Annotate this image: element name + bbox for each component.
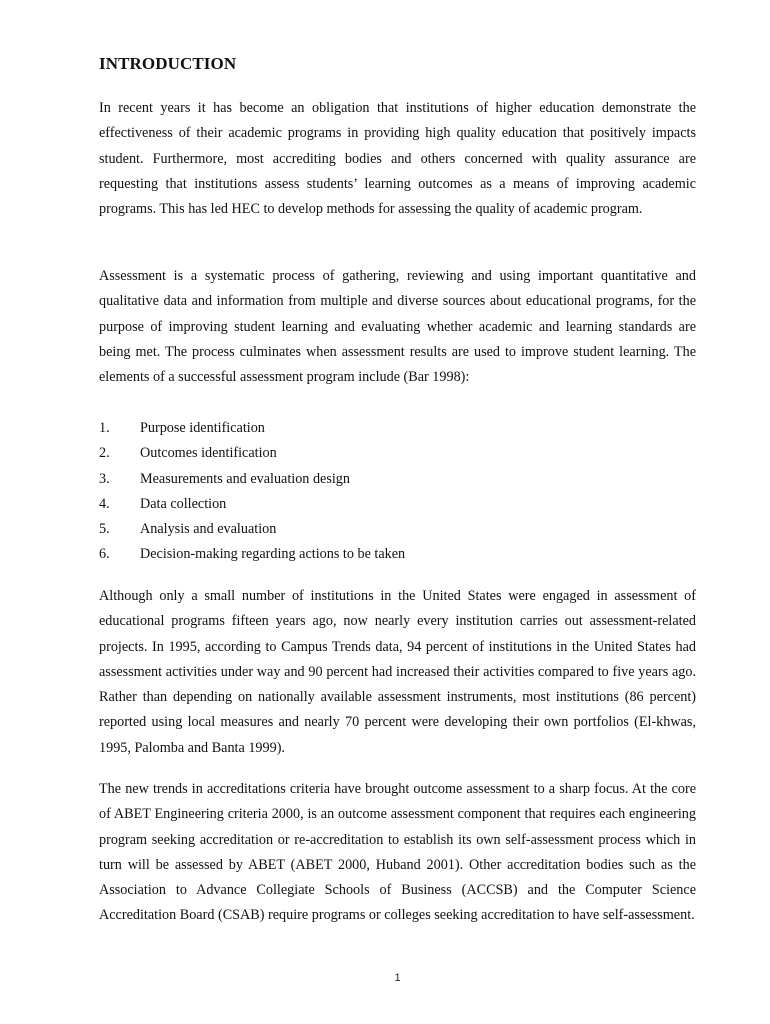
assessment-elements-list [99,416,405,568]
page-number: 1 [394,972,401,984]
list-item-number: 4. [99,495,110,512]
paragraph-obligation: In recent years it has become an obligation that institutions of higher education demonstrate the effectiveness of their academic programs in providing high quality education that positively impacts student. Furthermore, most accrediting bodies and others concerned with quality assurance are requesting that institutions assess students’ learning outcomes as a means of improving academic programs. This has led HEC to develop methods for assessing the quality of academic program. [99,100,696,218]
list-item [99,441,405,466]
list-item-text: Measurements and evaluation design [140,470,350,487]
paragraph-accreditation-trends: The new trends in accreditations criteria have brought outcome assessment to a sharp focus. At the core of ABET Engineering criteria 2000, is an outcome assessment component that requires each engineering program seeking accreditation or re-accreditation to establish its own self-assessment process which in turn will be assessed by ABET (ABET 2000, Huband 2001). Other accreditation bodies such as the Association to Advance Collegiate Schools of Business (ACCSB) and the Computer Science Accreditation Board (CSAB) require programs or colleges seeking accreditation to have self-assessment. [99,781,696,924]
list-item [99,517,405,542]
list-item-text: Data collection [140,495,227,512]
list-item [99,492,405,517]
list-item-text: Purpose identification [140,420,265,436]
list-item-text: Analysis and evaluation [140,521,277,538]
list-item-text: Decision-making regarding actions to be taken [140,546,406,563]
list-item-text: Outcomes identification [140,445,277,462]
list-item-number: 1. [99,420,110,436]
list-item [99,416,405,441]
list-item-number: 2. [99,445,110,462]
list-item-number: 6. [99,546,110,563]
list-item [99,467,405,492]
page-heading: INTRODUCTION [99,54,237,73]
paragraph-us-institutions: Although only a small number of institutions in the United States were engaged in assessment of educational programs fifteen years ago, now nearly every institution carries out assessment-related projects. In 1995, according to Campus Trends data, 94 percent of institutions in the United States had assessment activities under way and 90 percent had increased their activities compared to five years ago. Rather than depending on nationally available assessment instruments, most institutions (86 percent) reported using local measures and nearly 70 percent were developing their own portfolios (El-khwas, 1995, Palomba and Banta 1999). [99,588,696,756]
list-item [99,542,405,567]
list-item-number: 5. [99,521,110,538]
paragraph-assessment-definition: Assessment is a systematic process of gathering, reviewing and using important quantitative and qualitative data and information from multiple and diverse sources about educational programs, for the purpose of improving student learning and evaluating whether academic and learning standards are being met. The process culminates when assessment results are used to improve student learning. The elements of a successful assessment program include (Bar 1998): [99,268,696,386]
list-item-number: 3. [99,470,110,487]
